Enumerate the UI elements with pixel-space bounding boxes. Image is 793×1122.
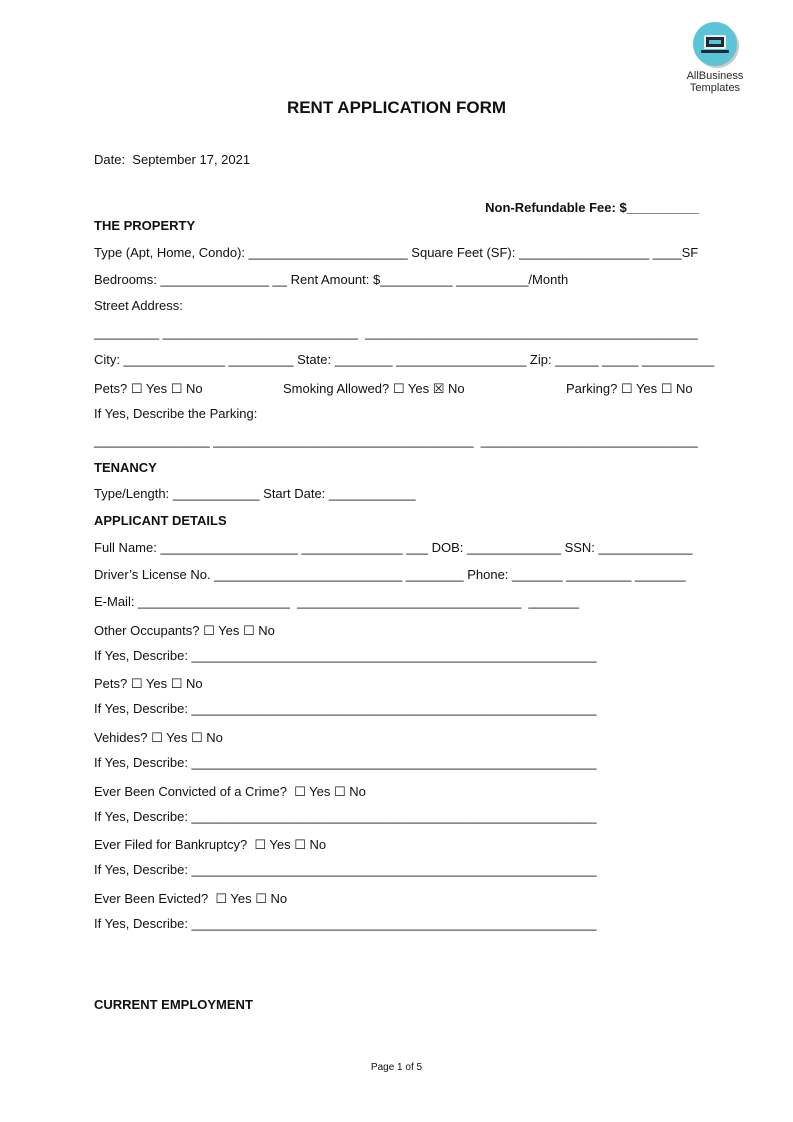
- evicted-describe: If Yes, Describe: ________________________________________________________: [94, 916, 597, 931]
- brand-logo: [680, 22, 750, 94]
- bedrooms-line: Bedrooms: _______________ __ Rent Amount: $__________ __________/Month: [94, 272, 569, 287]
- vehicles-checkbox[interactable]: Vehides? ☐ Yes ☐ No: [94, 730, 223, 745]
- parking-checkbox[interactable]: Parking? ☐ Yes ☐ No: [566, 381, 693, 396]
- applicant-heading: APPLICANT DETAILS: [94, 513, 227, 528]
- fee-line: Non-Refundable Fee: $__________: [485, 200, 699, 215]
- employment-heading: CURRENT EMPLOYMENT: [94, 997, 253, 1012]
- property-type-line: Type (Apt, Home, Condo): ______________________ Square Feet (SF): __________________ ____SF: [94, 245, 699, 260]
- crime-checkbox[interactable]: Ever Been Convicted of a Crime? ☐ Yes ☐ No: [94, 784, 366, 799]
- page-title: RENT APPLICATION FORM: [286, 98, 507, 117]
- logo-line-2: Templates: [689, 82, 741, 94]
- license-line: Driver’s License No. __________________________ ________ Phone: _______ _________ _______: [94, 567, 686, 582]
- laptop-icon: [693, 22, 737, 66]
- occupants-checkbox[interactable]: Other Occupants? ☐ Yes ☐ No: [94, 623, 275, 638]
- email-line: E-Mail: _____________________ _______________________________ _______: [94, 594, 580, 609]
- city-line: City: ______________ _________ State: ________ __________________ Zip: ______ _____ __________: [94, 352, 715, 367]
- tenancy-line: Type/Length: ____________ Start Date: ____________: [94, 486, 416, 501]
- evicted-checkbox[interactable]: Ever Been Evicted? ☐ Yes ☐ No: [94, 891, 288, 906]
- applicant-pets-checkbox[interactable]: Pets? ☐ Yes ☐ No: [94, 676, 203, 691]
- parking-blank: ________________ ____________________________________ ______________________________: [94, 433, 698, 448]
- tenancy-heading: TENANCY: [94, 460, 157, 475]
- bankruptcy-checkbox[interactable]: Ever Filed for Bankruptcy? ☐ Yes ☐ No: [94, 837, 327, 852]
- parking-describe-label: If Yes, Describe the Parking:: [94, 406, 258, 421]
- property-heading: THE PROPERTY: [94, 218, 196, 233]
- crime-describe: If Yes, Describe: ________________________________________________________: [94, 809, 597, 824]
- smoking-checkbox[interactable]: Smoking Allowed? ☐ Yes ☒ No: [283, 381, 465, 396]
- full-name-line: Full Name: ___________________ ______________ ___ DOB: _____________ SSN: _____________: [94, 540, 693, 555]
- bankruptcy-describe: If Yes, Describe: ________________________________________________________: [94, 862, 597, 877]
- logo-text: [680, 70, 750, 94]
- date-line: Date: September 17, 2021: [94, 152, 251, 167]
- vehicles-describe: If Yes, Describe: ________________________________________________________: [94, 755, 597, 770]
- occupants-describe: If Yes, Describe: ________________________________________________________: [94, 648, 597, 663]
- logo-line-1: AllBusiness: [686, 70, 744, 82]
- street-blank: _________ ___________________________ ______________________________________________: [94, 325, 698, 340]
- pets-describe: If Yes, Describe: ________________________________________________________: [94, 701, 597, 716]
- property-pets-checkbox[interactable]: Pets? ☐ Yes ☐ No: [94, 381, 203, 396]
- street-label: Street Address:: [94, 298, 183, 313]
- page-number: Page 1 of 5: [370, 1062, 423, 1073]
